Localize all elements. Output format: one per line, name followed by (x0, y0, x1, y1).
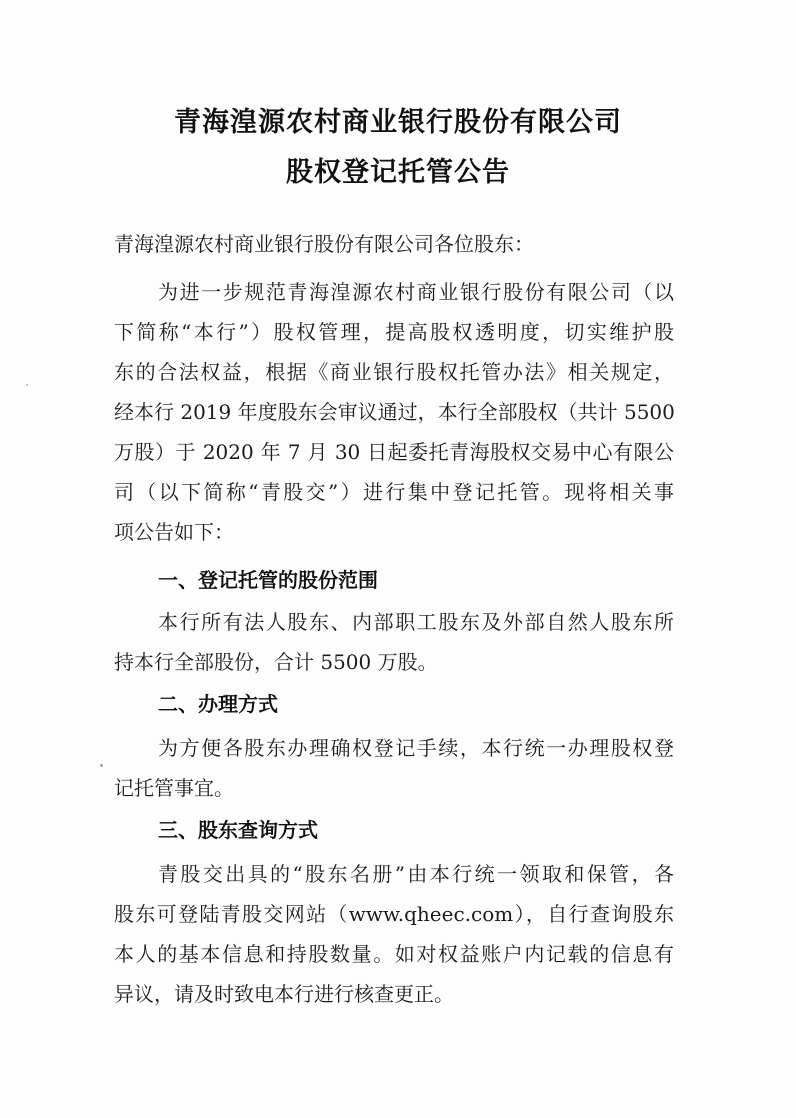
section3-line: 本人的基本信息和持股数量。如对权益账户内记载的信息有 (114, 942, 674, 966)
section3-line: 股东可登陆青股交网站（www.qheec.com），自行查询股东 (114, 902, 674, 926)
salutation: 青海湟源农村商业银行股份有限公司各位股东： (114, 232, 534, 256)
section1-line: 持本行全部股份，合计 5500 万股。 (114, 650, 438, 674)
intro-line: 万股）于 2020 年 7 月 30 日起委托青海股权交易中心有限公 (114, 440, 674, 464)
intro-line: 经本行 2019 年度股东会审议通过，本行全部股权（共计 5500 (114, 400, 675, 424)
intro-line: 东的合法权益，根据《商业银行股权托管办法》相关规定， (114, 360, 674, 384)
section2-line: 为方便各股东办理确权登记手续，本行统一办理股权登 (158, 736, 674, 760)
intro-line: 项公告如下： (114, 520, 234, 544)
section3-line: 青股交出具的“股东名册”由本行统一领取和保管，各 (158, 862, 674, 886)
intro-line: 为进一步规范青海湟源农村商业银行股份有限公司（以 (158, 280, 674, 304)
section1-line: 本行所有法人股东、内部职工股东及外部自然人股东所 (158, 610, 674, 634)
intro-line: 下简称“本行”）股权管理，提高股权透明度，切实维护股 (114, 320, 674, 344)
scan-speck (26, 384, 28, 386)
scan-speck (100, 764, 103, 767)
section3-line: 异议，请及时致电本行进行核查更正。 (114, 982, 454, 1006)
document-title-line2: 股权登记托管公告 (286, 157, 510, 188)
document-title-line1: 青海湟源农村商业银行股份有限公司 (174, 107, 622, 138)
section3-heading: 三、股东查询方式 (158, 818, 318, 842)
intro-line: 司（以下简称“青股交”）进行集中登记托管。现将相关事 (114, 480, 674, 504)
section1-heading: 一、登记托管的股份范围 (158, 568, 378, 592)
section2-heading: 二、办理方式 (158, 692, 278, 716)
section2-line: 记托管事宜。 (114, 776, 234, 800)
